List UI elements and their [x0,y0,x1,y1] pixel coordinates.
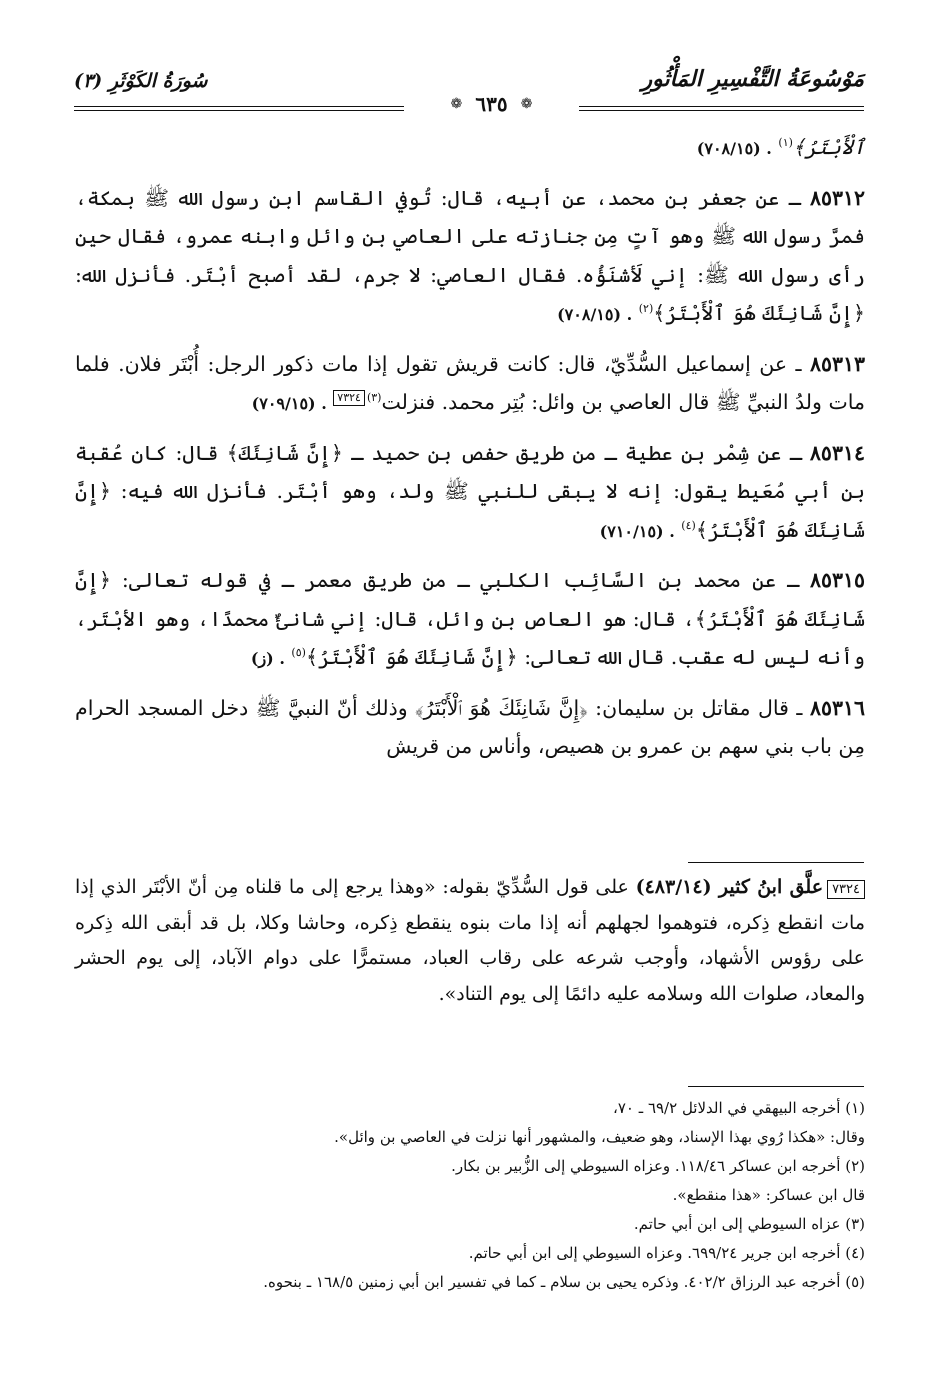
entry-85316 [75,689,865,766]
footnote-marker: (٣) [366,391,382,405]
footnote-line: (٢) أخرجه ابن عساكر ١١٨/٤٦. وعزاه السيوطي إلى الزُّبير بن بكار. [451,1157,865,1175]
page-number-block [404,92,579,120]
surah-title: سُورَةُ الكَوْثَرِ (٣) [74,70,208,92]
entry-continuation [75,128,865,169]
footnote-marker: (٥) [291,646,306,660]
entry-number: ٨٥٣١٢ [809,185,865,210]
commentary-lead: علَّق ابنُ كثير (٤٨٣/١٤) [635,876,824,898]
book-title: مَوْسُوعَةُ التَّفْسِيرِ المَأْثُورِ [641,66,864,92]
entry-85313 [75,345,865,424]
entry-text: ـ عن محمد بن السَّائِب الكلبي ـ من طريق معمر ـ في قوله تعالى: ﴿إِنَّ شَانِئَكَ هُوَ ٱلْأَبْتَرُ﴾، قال: هو العاص بن وائل، قال: إني شانئٌ محمدًا، وهو الأبْتَر، وأنه ليس له عقب. قال الله تعالى: ﴿إِنَّ شَانِئَكَ هُوَ ٱلْأَبْتَرُ﴾ [75,568,865,669]
footnote-marker: (٢) [638,302,654,316]
ornament-icon: ❁ [450,96,463,112]
volume-reference: . (٧١٠/١٥) [599,521,675,541]
entry-text: ـ قال مقاتل بن سليمان: ﴿إِنَّ شَانِئَكَ هُوَ ٱلْأَبْتَرُ﴾ وذلك أنّ النبيَّ ﷺ دخل المسجد الحرام مِن باب بني سهم بن عمرو بن هصيص، وأناس من قريش [75,695,865,758]
footnote-line: (٣) عزاه السيوطي إلى ابن أبي حاتم. [633,1215,865,1233]
footnotes-divider [688,1086,864,1087]
footnote-line: (٥) أخرجه عبد الرزاق ٤٠٢/٢. وذكره يحيى بن سلام ـ كما في تفسير ابن أبي زمنين ١٦٨/٥ ـ بنحوه. [263,1273,865,1291]
entry-number: ٨٥٣١٥ [809,568,865,592]
footnotes [75,1094,865,1297]
volume-reference: . (٧٠٨/١٥) [696,139,772,158]
volume-reference: . (ز) [250,649,285,668]
main-text [75,128,865,776]
footnote-line: وقال: «هكذا رُوي بهذا الإسناد، وهو ضعيف، والمشهور أنها نزلت في العاصي بن وائل». [334,1128,865,1146]
footnote-line: قال ابن عساكر: «هذا منقطع». [672,1186,865,1204]
entry-85314 [75,434,865,552]
commentary-number-box: ٧٣٢٤ [827,880,865,899]
entry-text: ـ عن إسماعيل السُّدِّيّ، قال: كانت قريش تقول إذا مات ذكور الرجل: أُبْتَر فلان. فلما مات ولدُ النبيِّ ﷺ قال العاصي بن وائل: بُتِر محمد. فنزلت [75,351,865,414]
entry-number: ٨٥٣١٤ [809,440,865,465]
commentary-text: على قول السُّدِّيّ بقوله: «وهذا يرجع إلى ما قلناه مِن أنّ الأبْتَر الذي إذا مات انقطع ذِكره، فتوهموا لجهلهم أنه إذا مات بنوه ينقطع ذِكره، وحاشا وكلا، بل قد أبقى الله ذِكره على رؤوس الأشهاد، وأوجب شرعه على رقاب العباد، مستمرًّا على دوام الآباد، إلى يوم الحشر والمعاد، صلوات الله وسلامه عليه دائمًا إلى يوم التناد». [75,876,865,1005]
footnote-line: (٤) أخرجه ابن جرير ٦٩٩/٢٤. وعزاه السيوطي إلى ابن أبي حاتم. [468,1244,865,1262]
commentary-divider [688,862,864,863]
commentary-block [75,870,865,1012]
entry-text: ـ عن شِمْر بن عطية ـ من طريق حفص بن حميد ـ ﴿إِنَّ شَانِئَكَ﴾ قال: كان عُقبة بن أبي مُعَيط يقول: إنه لا يبقى للنبي ﷺ ولد، وهو أبْتَر. فأنزل الله فيه: ﴿إِنَّ شَانِئَكَ هُوَ ٱلْأَبْتَرُ﴾ [75,440,865,542]
footnote-marker: (٤) [681,518,696,532]
page-number: ٦٣٥ [475,92,508,116]
ornament-icon: ❁ [520,96,533,112]
entry-85315 [75,561,865,679]
entry-text: ٱلْأَبْتَرُ﴾ [792,135,865,159]
footnote-line: (١) أخرجه البيهقي في الدلائل ٦٩/٢ ـ ٧٠، [613,1099,865,1117]
entry-number: ٨٥٣١٦ [809,695,865,720]
entry-85312 [75,179,865,335]
volume-reference: . (٧٠٩/١٥) [251,394,327,413]
entry-number: ٨٥٣١٣ [809,351,865,376]
page-header [74,62,864,122]
volume-reference: . (٧٠٨/١٥) [557,305,633,324]
entry-text: ـ عن جعفر بن محمد، عن أبيه، قال: تُوفي القاسم ابن رسول الله ﷺ بمكة، فمرَّ رسول الله ﷺ وهو آتٍ مِن جنازته على العاصي بن وائل وابنه عمرو، فقال حين رأى رسول الله ﷺ: إني لَأشنَؤُه. فقال العاصي: لا جرم، لقد أصبح أبْتَر. فأنزل الله: ﴿إِنَّ شَانِئَكَ هُوَ ٱلْأَبْتَرُ﴾ [75,185,865,325]
footnote-marker: (١) [778,136,793,150]
commentary-box-marker: ٧٣٢٤ [333,390,365,406]
